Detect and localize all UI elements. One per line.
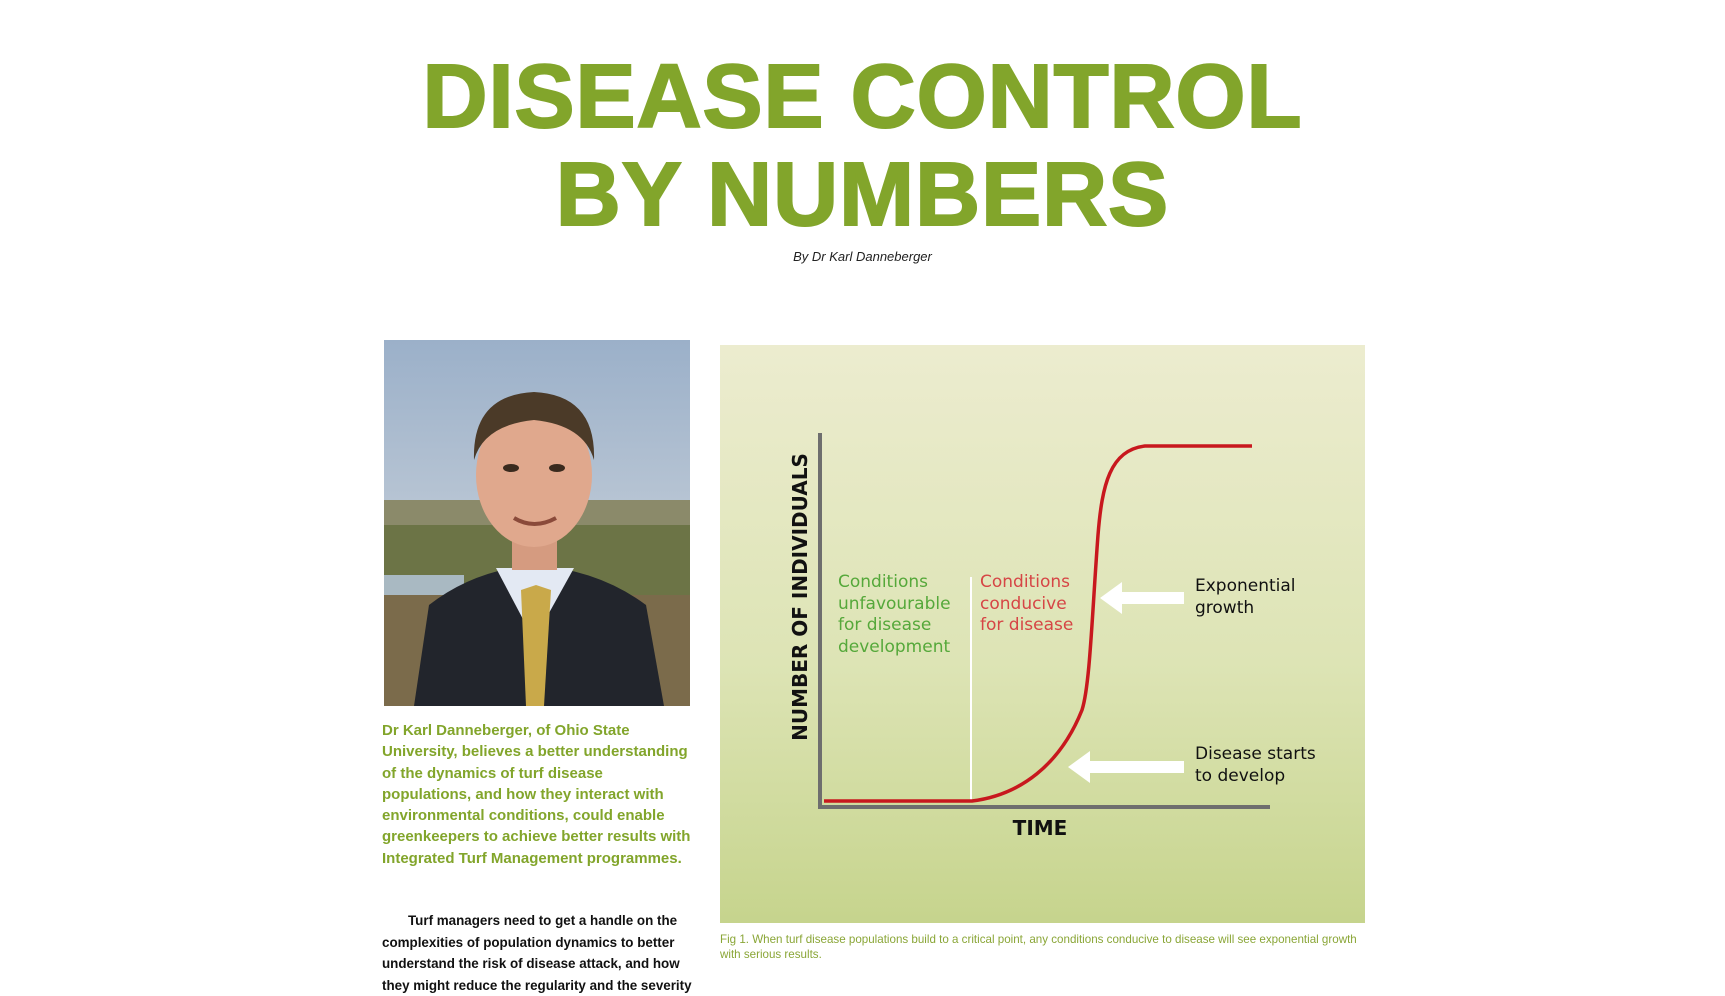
author-photo: [384, 340, 690, 706]
article-intro: Dr Karl Danneberger, of Ohio State University, believes a better understanding of the dynamics of turf disease populations, and how they interact with environmental conditions, could enable greenkeepers to achieve better results with Integrated Turf Management programmes.: [382, 722, 691, 867]
article-body: Turf managers need to get a handle on the complexities of population dynamics to better understand the risk of disease attack, and how they might reduce the regularity and the severity: [382, 913, 692, 993]
exponential-growth-arrow: [1100, 582, 1184, 614]
article-title: [0, 48, 1725, 244]
figure-caption: Fig 1. When turf disease populations build to a critical point, any conditions conducive to disease will see exponential growth with serious results.: [720, 933, 1357, 961]
x-axis-label: TIME: [1012, 816, 1068, 840]
title-line-2: BY NUMBERS: [555, 145, 1170, 245]
annotation-conducive: Conditions conducive for disease: [980, 572, 1074, 635]
annotation-exponential-growth: Exponential growth: [1195, 576, 1296, 618]
disease-starts-arrow: [1068, 751, 1184, 783]
annotation-unfavourable: Conditions unfavourable for disease development: [838, 572, 951, 657]
title-line-1: DISEASE CONTROL: [422, 47, 1303, 147]
byline: By Dr Karl Danneberger: [793, 249, 932, 264]
annotation-disease-starts: Disease starts to develop: [1195, 744, 1316, 786]
